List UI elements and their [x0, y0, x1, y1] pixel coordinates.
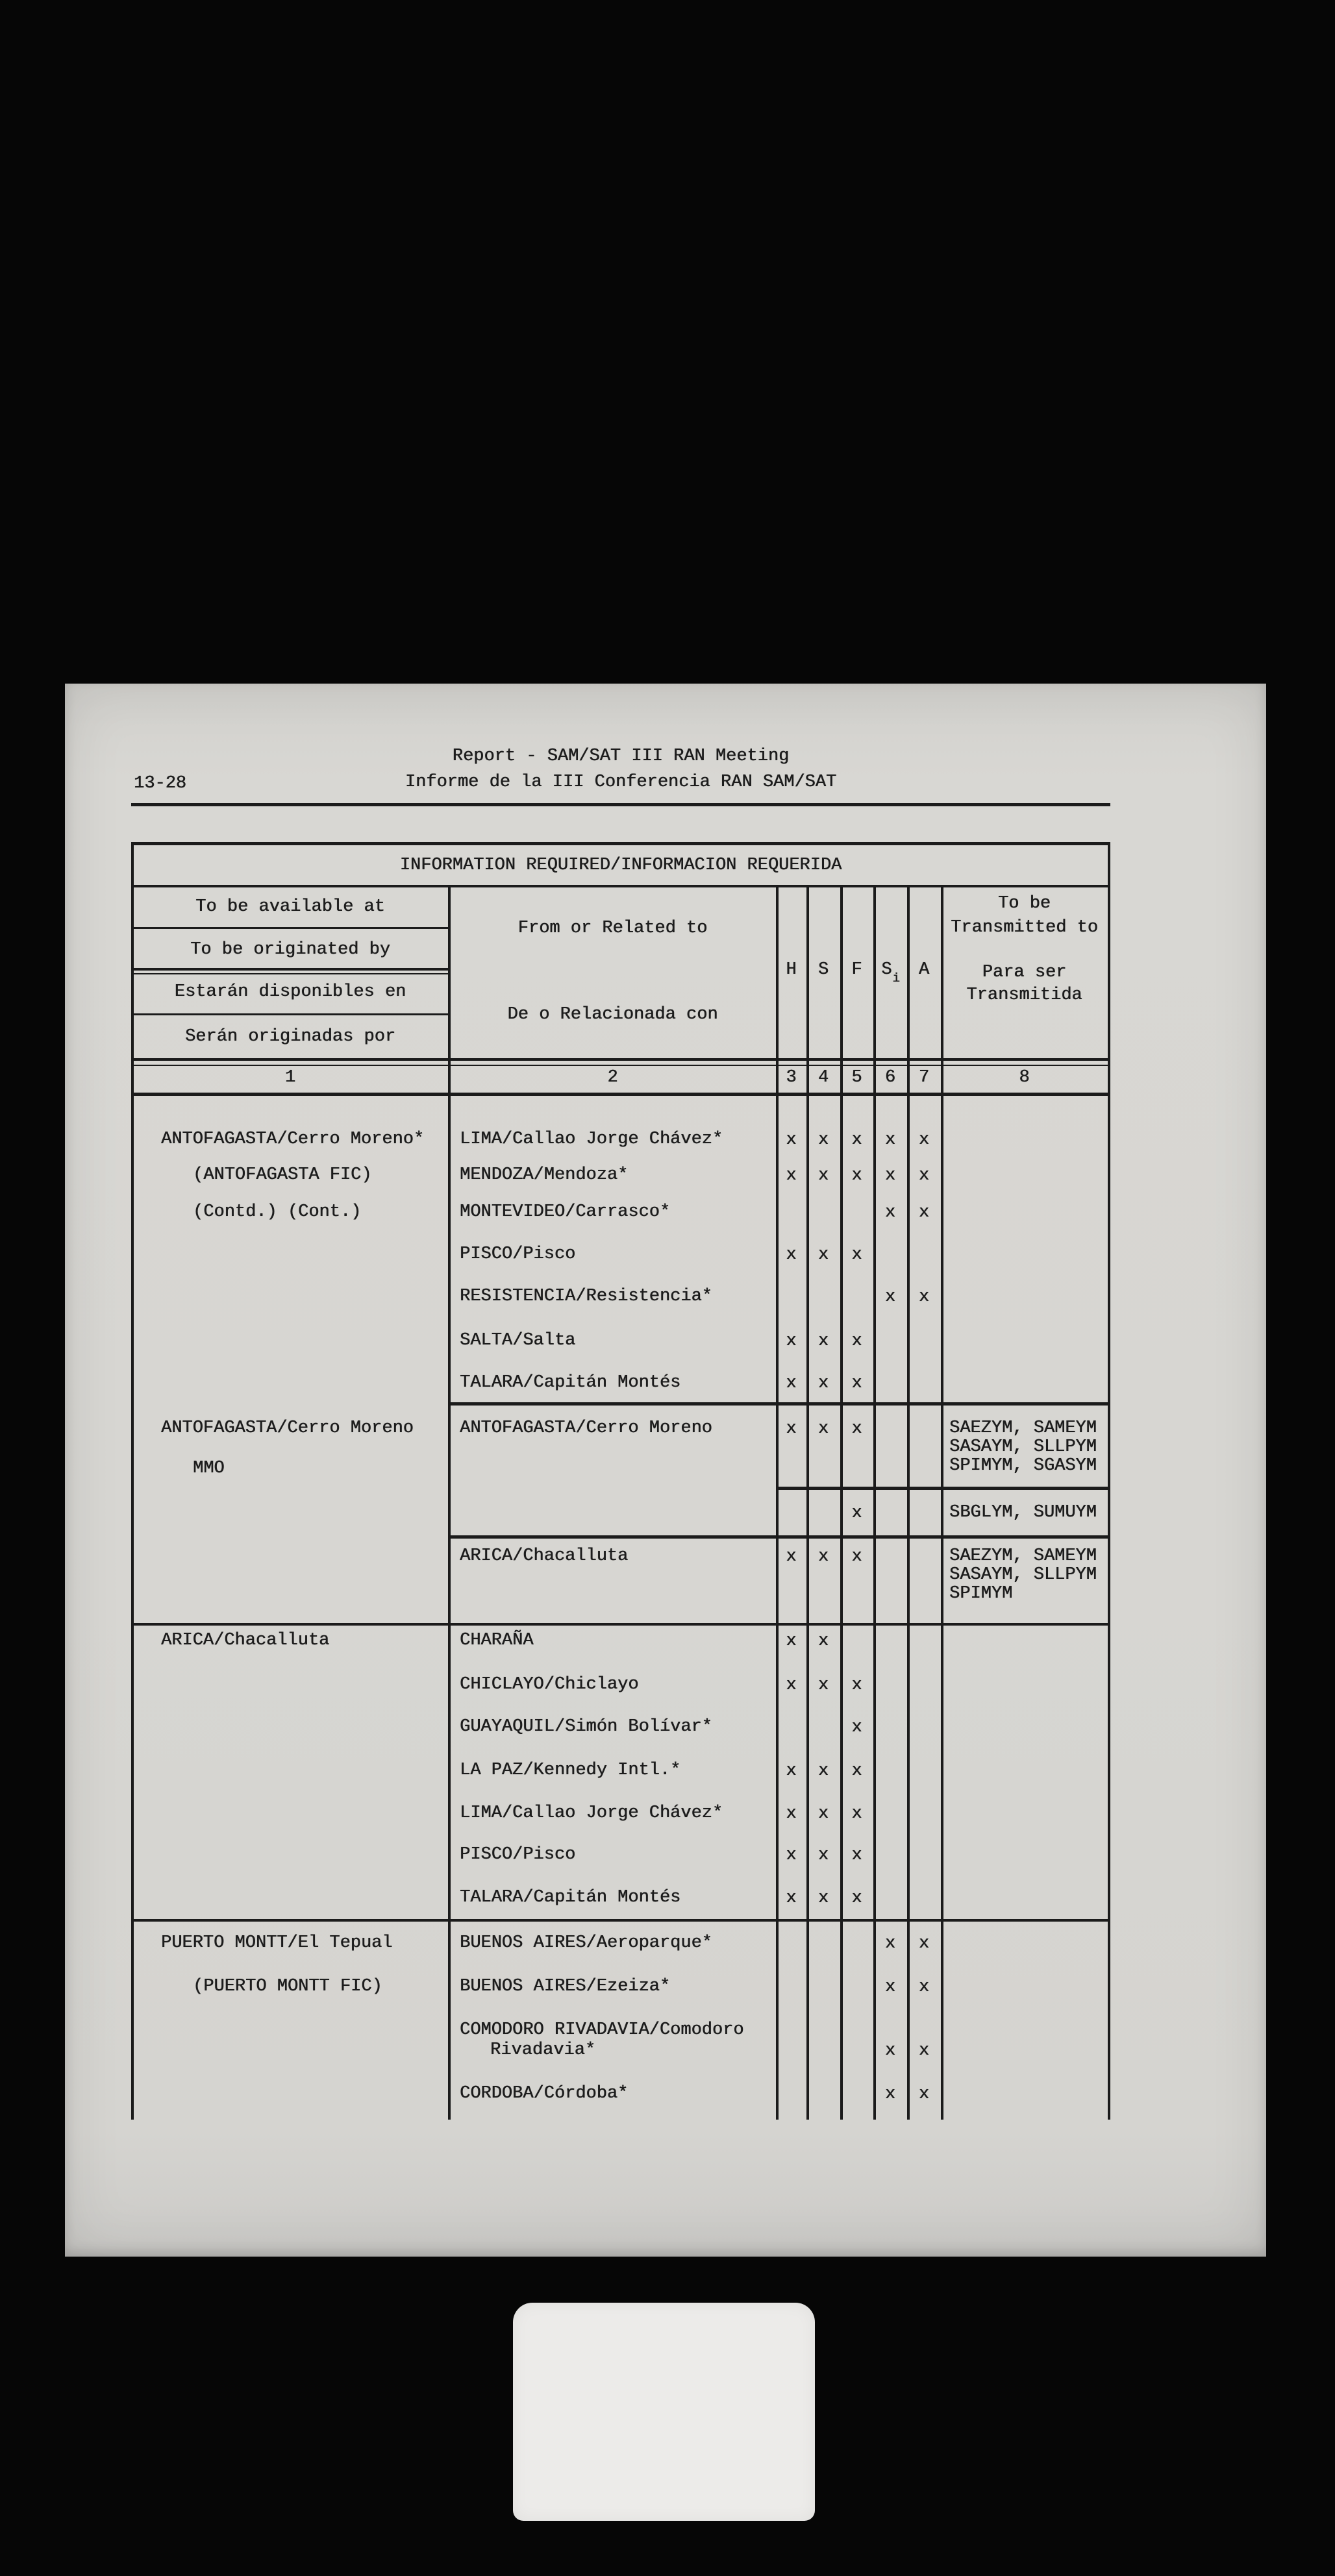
column1-header-line: To be available at [195, 897, 385, 917]
check-mark: x [851, 1718, 862, 1737]
report-title-line2: Informe de la III Conferencia RAN SAM/SAT [405, 773, 837, 792]
check-mark: x [786, 1547, 797, 1567]
row-col2-label: CHARAÑA [460, 1631, 534, 1650]
check-mark: x [851, 1889, 862, 1908]
grid-vline [941, 885, 943, 2120]
check-mark: x [884, 1934, 896, 1953]
column8-header-line: Transmitida [966, 985, 1082, 1005]
check-mark: x [817, 1676, 829, 1695]
column1-header-line: Serán originadas por [184, 1027, 396, 1046]
check-mark: x [817, 1331, 829, 1351]
row-col1-label: ANTOFAGASTA/Cerro Moreno [161, 1418, 414, 1438]
report-title-line1: Report - SAM/SAT III RAN Meeting [452, 747, 790, 766]
check-mark: x [786, 1166, 797, 1185]
row-col2-label: MENDOZA/Mendoza* [460, 1165, 629, 1185]
row-col2-label: Rivadavia* [490, 2040, 596, 2060]
column-number: 7 [918, 1068, 930, 1087]
status-letter: A [918, 960, 930, 980]
row-col2-label: BUENOS AIRES/Ezeiza* [460, 1977, 671, 1996]
check-mark: x [884, 1287, 896, 1307]
grid-hline [131, 1919, 1110, 1922]
row-col2-label: ANTOFAGASTA/Cerro Moreno [460, 1418, 712, 1438]
column8-header-line: To be [997, 894, 1051, 913]
check-mark: x [851, 1846, 862, 1865]
document-page [65, 684, 1266, 2257]
check-mark: x [918, 1130, 930, 1150]
row-col2-label: LIMA/Callao Jorge Chávez* [460, 1130, 723, 1149]
check-mark: x [918, 1977, 930, 1997]
check-mark: x [884, 1977, 896, 1997]
grid-hline [449, 1535, 1110, 1539]
grid-hline [131, 842, 1110, 845]
information-required-table [65, 684, 1266, 2257]
grid-hline [131, 1058, 1110, 1061]
grid-hline [449, 1402, 1110, 1406]
column-number: 5 [851, 1068, 862, 1087]
status-letter: S [881, 960, 892, 980]
row-col2-label: TALARA/Capitán Montés [460, 1888, 681, 1907]
column-number: 4 [817, 1068, 829, 1087]
row-col2-label: TALARA/Capitán Montés [460, 1373, 681, 1393]
column-number: 8 [1019, 1068, 1030, 1087]
row-col2-label: COMODORO RIVADAVIA/Comodoro [460, 2020, 744, 2040]
check-mark: x [786, 1245, 797, 1265]
film-tab-marker [513, 2303, 815, 2521]
row-col2-label: PISCO/Pisco [460, 1245, 576, 1264]
check-mark: x [817, 1130, 829, 1150]
row-col2-label: ARICA/Chacalluta [460, 1546, 629, 1566]
grid-hline [131, 927, 449, 929]
grid-hline [131, 1065, 1110, 1066]
grid-vline [1108, 842, 1110, 2120]
check-mark: x [786, 1804, 797, 1824]
check-mark: x [851, 1804, 862, 1824]
row-col8-codes: SBGLYM, SUMUYM [949, 1503, 1097, 1522]
check-mark: x [786, 1631, 797, 1651]
grid-hline [131, 1623, 1110, 1626]
check-mark: x [786, 1889, 797, 1908]
check-mark: x [851, 1676, 862, 1695]
row-col2-label: CHICLAYO/Chiclayo [460, 1675, 639, 1694]
column1-header-line: To be originated by [190, 940, 390, 960]
grid-hline [131, 968, 449, 971]
table-title: INFORMATION REQUIRED/INFORMACION REQUERIDA [399, 856, 842, 875]
check-mark: x [884, 2085, 896, 2104]
check-mark: x [786, 1374, 797, 1393]
row-col2-label: GUAYAQUIL/Simón Bolívar* [460, 1717, 712, 1737]
row-col1-label: PUERTO MONTT/El Tepual [161, 1933, 393, 1953]
check-mark: x [817, 1166, 829, 1185]
row-col2-label: SALTA/Salta [460, 1331, 576, 1350]
column2-header-line: De o Relacionada con [507, 1005, 718, 1024]
row-col8-codes: SAEZYM, SAMEYM [949, 1418, 1097, 1438]
page-number: 13-28 [134, 774, 187, 793]
column-number: 2 [607, 1068, 618, 1087]
check-mark: x [817, 1631, 829, 1651]
row-col8-codes: SASAYM, SLLPYM [949, 1565, 1097, 1585]
check-mark: x [918, 1934, 930, 1953]
check-mark: x [884, 1203, 896, 1222]
row-col2-label: BUENOS AIRES/Aeroparque* [460, 1933, 712, 1953]
row-col2-label: LIMA/Callao Jorge Chávez* [460, 1803, 723, 1823]
check-mark: x [786, 1676, 797, 1695]
check-mark: x [786, 1846, 797, 1865]
grid-hline [131, 803, 1110, 806]
status-letter: H [786, 960, 797, 980]
grid-vline [776, 885, 779, 2120]
row-col2-label: RESISTENCIA/Resistencia* [460, 1287, 712, 1306]
check-mark: x [851, 1331, 862, 1351]
status-letter-subscript: i [892, 971, 900, 985]
column2-header-line: From or Related to [518, 919, 708, 938]
row-col8-codes: SASAYM, SLLPYM [949, 1437, 1097, 1457]
check-mark: x [786, 1130, 797, 1150]
grid-vline [806, 885, 809, 2120]
column-number: 1 [284, 1068, 296, 1087]
check-mark: x [918, 1166, 930, 1185]
row-col8-codes: SPIMYM, SGASYM [949, 1456, 1097, 1476]
column1-header-line: Estarán disponibles en [174, 982, 406, 1002]
row-col1-label: ANTOFAGASTA/Cerro Moreno* [161, 1130, 425, 1149]
check-mark: x [851, 1166, 862, 1185]
check-mark: x [817, 1419, 829, 1439]
check-mark: x [918, 1203, 930, 1222]
check-mark: x [786, 1761, 797, 1781]
check-mark: x [884, 1130, 896, 1150]
row-col1-label: (PUERTO MONTT FIC) [193, 1977, 382, 1996]
check-mark: x [817, 1804, 829, 1824]
grid-hline [131, 1013, 449, 1015]
check-mark: x [817, 1374, 829, 1393]
column-number: 6 [884, 1068, 896, 1087]
check-mark: x [851, 1504, 862, 1523]
check-mark: x [851, 1547, 862, 1567]
grid-hline [131, 885, 1110, 887]
grid-hline [131, 1093, 1110, 1096]
check-mark: x [817, 1846, 829, 1865]
check-mark: x [786, 1331, 797, 1351]
check-mark: x [918, 1287, 930, 1307]
check-mark: x [918, 2085, 930, 2104]
check-mark: x [884, 2041, 896, 2061]
column-number: 3 [786, 1068, 797, 1087]
grid-hline [131, 973, 449, 974]
row-col8-codes: SPIMYM [949, 1584, 1013, 1604]
row-col1-label: ARICA/Chacalluta [161, 1631, 330, 1650]
check-mark: x [851, 1374, 862, 1393]
grid-vline [448, 885, 451, 2120]
grid-vline [840, 885, 843, 2120]
check-mark: x [851, 1761, 862, 1781]
check-mark: x [817, 1547, 829, 1567]
check-mark: x [817, 1245, 829, 1265]
status-letter: S [817, 960, 829, 980]
check-mark: x [851, 1419, 862, 1439]
column8-header-line: Para ser [982, 963, 1067, 982]
grid-vline [131, 842, 134, 2120]
row-col2-label: PISCO/Pisco [460, 1845, 576, 1864]
row-col1-label: MMO [193, 1459, 225, 1478]
check-mark: x [884, 1166, 896, 1185]
row-col2-label: MONTEVIDEO/Carrasco* [460, 1202, 671, 1222]
check-mark: x [851, 1245, 862, 1265]
column8-header-line: Transmitted to [951, 918, 1098, 937]
row-col2-label: LA PAZ/Kennedy Intl.* [460, 1761, 681, 1780]
row-col1-label: (Contd.) (Cont.) [193, 1202, 362, 1222]
row-col2-label: CORDOBA/Córdoba* [460, 2084, 629, 2103]
check-mark: x [851, 1130, 862, 1150]
check-mark: x [918, 2041, 930, 2061]
check-mark: x [817, 1889, 829, 1908]
check-mark: x [786, 1419, 797, 1439]
row-col1-label: (ANTOFAGASTA FIC) [193, 1165, 372, 1185]
status-letter: F [851, 960, 862, 980]
row-col8-codes: SAEZYM, SAMEYM [949, 1546, 1097, 1566]
check-mark: x [817, 1761, 829, 1781]
